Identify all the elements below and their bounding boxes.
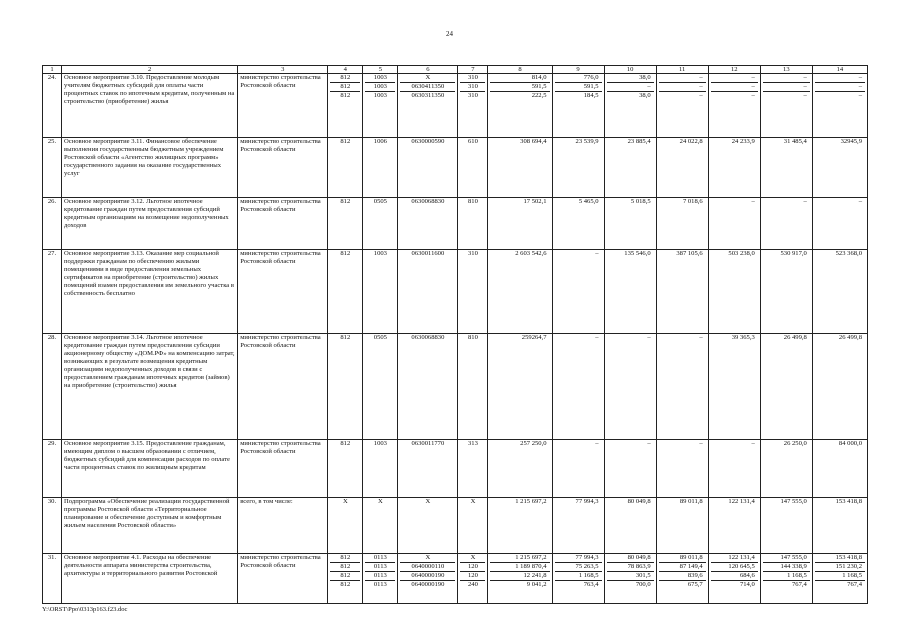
- cell-value: –: [751, 198, 755, 205]
- table-row: [43, 138, 868, 198]
- header-cell: 3: [238, 66, 328, 74]
- code-cell: [363, 498, 398, 554]
- cell-value: 1003: [373, 250, 387, 257]
- amount-cell: [552, 198, 604, 250]
- amount-cell: [656, 74, 708, 138]
- cell-value: 39 365,3: [731, 334, 755, 341]
- header-row: [43, 66, 868, 74]
- header-cell: 9: [552, 66, 604, 74]
- amount-cell: [760, 554, 812, 604]
- amount-cell: [760, 198, 812, 250]
- amount-cell: [604, 198, 656, 250]
- amount-cell: [488, 198, 552, 250]
- code-cell: [328, 440, 363, 498]
- cell-value: 1 168,5: [763, 572, 810, 581]
- cell-value: 0630411350: [400, 83, 455, 92]
- cell-value: 812: [330, 554, 360, 563]
- measure-description: Основное мероприятие 3.14. Льготное ипотечное кредитование граждан путем предоставления субсидии акционерному обществу «ДОМ.РФ» на компенсацию затрат, возникающих в результате возмещения кредитным организациям недополученных доходов в связи с предоставлением гражданам ипотечных кредитов (займов) на приобретение (строительство) жилья: [62, 334, 238, 440]
- executor: министерство строительства Ростовской области: [238, 198, 328, 250]
- cell-value: 135 546,0: [624, 250, 651, 257]
- cell-value: 310: [468, 92, 478, 99]
- header-cell: 5: [363, 66, 398, 74]
- amount-cell: [552, 138, 604, 198]
- code-cell: [458, 334, 488, 440]
- cell-value: 26 499,8: [838, 334, 862, 341]
- amount-cell: [488, 250, 552, 334]
- code-cell: [328, 74, 363, 138]
- code-cell: [398, 138, 458, 198]
- executor: министерство строительства Ростовской области: [238, 138, 328, 198]
- amount-cell: [760, 498, 812, 554]
- amount-cell: [488, 74, 552, 138]
- cell-value: 80 049,8: [627, 498, 651, 505]
- cell-value: 776,0: [555, 74, 602, 83]
- measure-description: Основное мероприятие 3.10. Предоставление молодым учителям бюджетных субсидий для оплаты части процентных ставок по ипотечным кредитам, полученным на строительство (приобретение) жилья: [62, 74, 238, 138]
- cell-value: 839,6: [659, 572, 706, 581]
- cell-value: 812: [340, 198, 351, 205]
- cell-value: 1003: [365, 74, 395, 83]
- cell-value: 84 000,0: [838, 440, 862, 447]
- cell-value: 591,5: [490, 83, 549, 92]
- cell-value: 814,0: [490, 74, 549, 83]
- cell-value: –: [595, 250, 599, 257]
- table-row: [43, 334, 868, 440]
- code-cell: [458, 498, 488, 554]
- amount-cell: [760, 138, 812, 198]
- amount-cell: [656, 554, 708, 604]
- cell-value: 184,5: [583, 92, 599, 99]
- code-cell: [363, 440, 398, 498]
- code-cell: [398, 498, 458, 554]
- cell-value: 147 555,0: [780, 498, 807, 505]
- measure-description: Основное мероприятие 3.11. Финансовое обеспечение выполнения государственным бюджетным учреждением Ростовской области «Агентство жилищных программ» государственного задания на оказание государственных услуг: [62, 138, 238, 198]
- amount-cell: [760, 440, 812, 498]
- cell-value: 812: [340, 334, 351, 341]
- cell-value: 0640000110: [400, 563, 455, 572]
- amount-cell: [760, 334, 812, 440]
- cell-value: 122 131,4: [711, 554, 758, 563]
- amount-cell: [708, 198, 760, 250]
- cell-value: 767,4: [792, 581, 807, 588]
- amount-cell: [708, 440, 760, 498]
- amount-cell: [812, 250, 867, 334]
- row-number: 31.: [43, 554, 62, 604]
- cell-value: 9 041,2: [526, 581, 547, 588]
- cell-value: 122 131,4: [728, 498, 755, 505]
- code-cell: [363, 250, 398, 334]
- cell-value: 89 011,8: [659, 554, 706, 563]
- code-cell: [398, 250, 458, 334]
- amount-cell: [656, 498, 708, 554]
- code-cell: [398, 334, 458, 440]
- cell-value: 0630068830: [411, 198, 445, 205]
- cell-value: –: [699, 92, 703, 99]
- code-cell: [458, 74, 488, 138]
- cell-value: 0640000190: [411, 581, 445, 588]
- cell-value: 0630011770: [411, 440, 445, 447]
- cell-value: 310: [468, 250, 478, 257]
- amount-cell: [604, 498, 656, 554]
- executor: министерство строительства Ростовской области: [238, 334, 328, 440]
- amount-cell: [656, 334, 708, 440]
- cell-value: 308 694,4: [520, 138, 547, 145]
- cell-value: 120 645,5: [711, 563, 758, 572]
- executor: министерство строительства Ростовской области: [238, 440, 328, 498]
- cell-value: 812: [340, 92, 351, 99]
- cell-value: 387 105,6: [676, 250, 703, 257]
- cell-value: 257 250,0: [520, 440, 547, 447]
- amount-cell: [708, 334, 760, 440]
- amount-cell: [760, 250, 812, 334]
- cell-value: 2 603 542,6: [515, 250, 547, 257]
- cell-value: 0630068830: [411, 334, 445, 341]
- cell-value: 0505: [373, 198, 387, 205]
- header-cell: 6: [398, 66, 458, 74]
- cell-value: 153 418,8: [835, 498, 862, 505]
- header-cell: 1: [43, 66, 62, 74]
- code-cell: [458, 250, 488, 334]
- measure-description: Подпрограмма «Обеспечение реализации государственной программы Ростовской области «Территориальное планирование и обеспечение доступным и комфортным жильем населения Ростовской области»: [62, 498, 238, 554]
- cell-value: 1 215 697,2: [515, 498, 547, 505]
- code-cell: [458, 138, 488, 198]
- code-cell: [328, 198, 363, 250]
- code-cell: [363, 74, 398, 138]
- measure-description: Основное мероприятие 3.15. Предоставление гражданам, имеющим диплом о высшем образовании с отличием, бюджетных субсидий для компенсации расходов по оплате части процентных ставок по жилищным кредитам: [62, 440, 238, 498]
- cell-value: –: [711, 74, 758, 83]
- amount-cell: [488, 138, 552, 198]
- cell-value: 23 539,9: [575, 138, 599, 145]
- amount-cell: [488, 498, 552, 554]
- cell-value: 0640000190: [400, 572, 455, 581]
- row-number: 28.: [43, 334, 62, 440]
- header-cell: 8: [488, 66, 552, 74]
- amount-cell: [488, 334, 552, 440]
- cell-value: –: [711, 83, 758, 92]
- page-number: 24: [446, 30, 453, 38]
- cell-value: –: [815, 74, 865, 83]
- measure-description: Основное мероприятие 3.13. Оказание мер социальной поддержки гражданам по обеспечению жилыми помещениями в виде предоставления земельных сертификатов на приобретение (строительство) жилых помещений взамен предоставления им земельного участка в собственность бесплатно: [62, 250, 238, 334]
- cell-value: 812: [330, 83, 360, 92]
- cell-value: 313: [468, 440, 478, 447]
- cell-value: 77 994,3: [555, 554, 602, 563]
- cell-value: 17 502,1: [523, 198, 547, 205]
- cell-value: 1003: [365, 83, 395, 92]
- cell-value: –: [815, 83, 865, 92]
- code-cell: [363, 198, 398, 250]
- amount-cell: [552, 250, 604, 334]
- cell-value: 812: [330, 563, 360, 572]
- amount-cell: [708, 138, 760, 198]
- cell-value: 301,5: [607, 572, 654, 581]
- cell-value: 0630000590: [411, 138, 445, 145]
- cell-value: –: [659, 83, 706, 92]
- cell-value: 24 233,9: [731, 138, 755, 145]
- amount-cell: [760, 74, 812, 138]
- amount-cell: [604, 250, 656, 334]
- cell-value: 120: [460, 572, 485, 581]
- table-row: [43, 440, 868, 498]
- cell-value: 530 917,0: [780, 250, 807, 257]
- cell-value: 767,4: [847, 581, 862, 588]
- cell-value: 38,0: [607, 74, 654, 83]
- header-cell: 14: [812, 66, 867, 74]
- row-number: 25.: [43, 138, 62, 198]
- cell-value: 0113: [365, 563, 395, 572]
- cell-value: 7 018,6: [682, 198, 703, 205]
- cell-value: –: [699, 440, 703, 447]
- cell-value: 591,5: [555, 83, 602, 92]
- code-cell: [328, 138, 363, 198]
- cell-value: 0113: [373, 581, 387, 588]
- cell-value: 684,6: [711, 572, 758, 581]
- amount-cell: [812, 198, 867, 250]
- cell-value: 310: [460, 74, 485, 83]
- code-cell: [398, 74, 458, 138]
- cell-value: 259264,7: [521, 334, 547, 341]
- amount-cell: [812, 74, 867, 138]
- amount-cell: [552, 440, 604, 498]
- cell-value: –: [647, 440, 651, 447]
- cell-value: 0630311350: [411, 92, 445, 99]
- row-number: 29.: [43, 440, 62, 498]
- amount-cell: [708, 250, 760, 334]
- cell-value: 144 338,9: [763, 563, 810, 572]
- budget-table: [42, 65, 868, 604]
- amount-cell: [812, 498, 867, 554]
- cell-value: X: [460, 554, 485, 563]
- cell-value: 810: [468, 198, 478, 205]
- cell-value: 75 263,5: [555, 563, 602, 572]
- cell-value: 26 499,8: [783, 334, 807, 341]
- row-number: 26.: [43, 198, 62, 250]
- code-cell: [458, 554, 488, 604]
- header-cell: 2: [62, 66, 238, 74]
- cell-value: 80 049,8: [607, 554, 654, 563]
- cell-value: 763,4: [583, 581, 599, 588]
- code-cell: [328, 334, 363, 440]
- cell-value: 32945,9: [840, 138, 862, 145]
- amount-cell: [812, 334, 867, 440]
- cell-value: –: [803, 198, 807, 205]
- cell-value: 1003: [373, 440, 387, 447]
- amount-cell: [552, 498, 604, 554]
- file-path-footer: Y:\ORST\Ppo\0313p163.f23.doc: [42, 606, 128, 613]
- code-cell: [328, 498, 363, 554]
- cell-value: X: [425, 498, 431, 505]
- amount-cell: [552, 74, 604, 138]
- code-cell: [328, 250, 363, 334]
- cell-value: 523 368,0: [835, 250, 862, 257]
- amount-cell: [488, 554, 552, 604]
- amount-cell: [708, 498, 760, 554]
- cell-value: X: [400, 74, 455, 83]
- code-cell: [363, 138, 398, 198]
- header-cell: 11: [656, 66, 708, 74]
- header-cell: 13: [760, 66, 812, 74]
- cell-value: –: [751, 440, 755, 447]
- cell-value: 24 022,8: [679, 138, 703, 145]
- cell-value: 240: [468, 581, 478, 588]
- cell-value: 310: [460, 83, 485, 92]
- table-row: [43, 498, 868, 554]
- header-cell: 12: [708, 66, 760, 74]
- cell-value: 1 189 870,4: [490, 563, 549, 572]
- amount-cell: [552, 554, 604, 604]
- amount-cell: [708, 554, 760, 604]
- code-cell: [398, 198, 458, 250]
- cell-value: 0113: [365, 572, 395, 581]
- cell-value: –: [659, 74, 706, 83]
- row-number: 30.: [43, 498, 62, 554]
- cell-value: –: [751, 92, 755, 99]
- table-row: [43, 198, 868, 250]
- cell-value: 610: [468, 138, 478, 145]
- amount-cell: [604, 440, 656, 498]
- cell-value: –: [858, 92, 862, 99]
- cell-value: 153 418,8: [815, 554, 865, 563]
- amount-cell: [604, 138, 656, 198]
- cell-value: –: [647, 334, 651, 341]
- executor: министерство строительства Ростовской области: [238, 74, 328, 138]
- amount-cell: [488, 440, 552, 498]
- executor: министерство строительства Ростовской области: [238, 250, 328, 334]
- code-cell: [458, 440, 488, 498]
- cell-value: 0505: [373, 334, 387, 341]
- cell-value: –: [763, 74, 810, 83]
- cell-value: 503 238,0: [728, 250, 755, 257]
- cell-value: 812: [340, 581, 351, 588]
- cell-value: –: [699, 334, 703, 341]
- amount-cell: [708, 74, 760, 138]
- table-row: [43, 74, 868, 138]
- row-number: 27.: [43, 250, 62, 334]
- cell-value: 700,0: [635, 581, 651, 588]
- table-row: [43, 250, 868, 334]
- cell-value: 222,5: [531, 92, 547, 99]
- cell-value: X: [400, 554, 455, 563]
- amount-cell: [552, 334, 604, 440]
- cell-value: 675,7: [687, 581, 703, 588]
- cell-value: 1 168,5: [555, 572, 602, 581]
- amount-cell: [604, 554, 656, 604]
- cell-value: 31 485,4: [783, 138, 807, 145]
- cell-value: 812: [330, 572, 360, 581]
- code-cell: [398, 440, 458, 498]
- cell-value: –: [803, 92, 807, 99]
- cell-value: 120: [460, 563, 485, 572]
- cell-value: 147 555,0: [763, 554, 810, 563]
- code-cell: [328, 554, 363, 604]
- executor: всего, в том числе:: [238, 498, 328, 554]
- amount-cell: [812, 138, 867, 198]
- measure-description: Основное мероприятие 3.12. Льготное ипотечное кредитование граждан путем предоставления субсидий кредитным организациям на возмещение недополученных доходов: [62, 198, 238, 250]
- amount-cell: [812, 554, 867, 604]
- amount-cell: [656, 138, 708, 198]
- cell-value: –: [595, 440, 599, 447]
- cell-value: X: [377, 498, 383, 505]
- cell-value: 89 011,8: [679, 498, 703, 505]
- amount-cell: [656, 440, 708, 498]
- cell-value: 38,0: [639, 92, 651, 99]
- cell-value: X: [342, 498, 348, 505]
- cell-value: –: [763, 83, 810, 92]
- cell-value: 812: [340, 440, 351, 447]
- cell-value: –: [858, 198, 862, 205]
- amount-cell: [604, 334, 656, 440]
- header-cell: 10: [604, 66, 656, 74]
- amount-cell: [604, 74, 656, 138]
- cell-value: 1003: [373, 92, 387, 99]
- cell-value: 5 018,5: [630, 198, 651, 205]
- amount-cell: [656, 250, 708, 334]
- table-row: [43, 554, 868, 604]
- cell-value: 0630011600: [411, 250, 445, 257]
- cell-value: X: [470, 498, 476, 505]
- cell-value: 812: [330, 74, 360, 83]
- cell-value: 77 994,3: [575, 498, 599, 505]
- header-cell: 7: [458, 66, 488, 74]
- cell-value: 5 465,0: [578, 198, 599, 205]
- measure-description: Основное мероприятие 4.1. Расходы на обеспечение деятельности аппарата министерства строительства, архитектуры и территориального развития Ростовской: [62, 554, 238, 604]
- cell-value: 151 230,2: [815, 563, 865, 572]
- cell-value: 26 250,0: [783, 440, 807, 447]
- cell-value: 0113: [365, 554, 395, 563]
- executor: министерство строительства Ростовской области: [238, 554, 328, 604]
- cell-value: 810: [468, 334, 478, 341]
- row-number: 24.: [43, 74, 62, 138]
- code-cell: [458, 198, 488, 250]
- code-cell: [363, 334, 398, 440]
- cell-value: –: [595, 334, 599, 341]
- code-cell: [398, 554, 458, 604]
- cell-value: 1006: [373, 138, 387, 145]
- cell-value: 714,0: [739, 581, 755, 588]
- cell-value: 1 215 697,2: [490, 554, 549, 563]
- amount-cell: [656, 198, 708, 250]
- header-cell: 4: [328, 66, 363, 74]
- cell-value: 812: [340, 138, 351, 145]
- cell-value: –: [607, 83, 654, 92]
- amount-cell: [812, 440, 867, 498]
- cell-value: 23 885,4: [627, 138, 651, 145]
- cell-value: 1 168,5: [815, 572, 865, 581]
- cell-value: 87 149,4: [659, 563, 706, 572]
- cell-value: 812: [340, 250, 351, 257]
- cell-value: 12 241,8: [490, 572, 549, 581]
- cell-value: 78 863,9: [607, 563, 654, 572]
- code-cell: [363, 554, 398, 604]
